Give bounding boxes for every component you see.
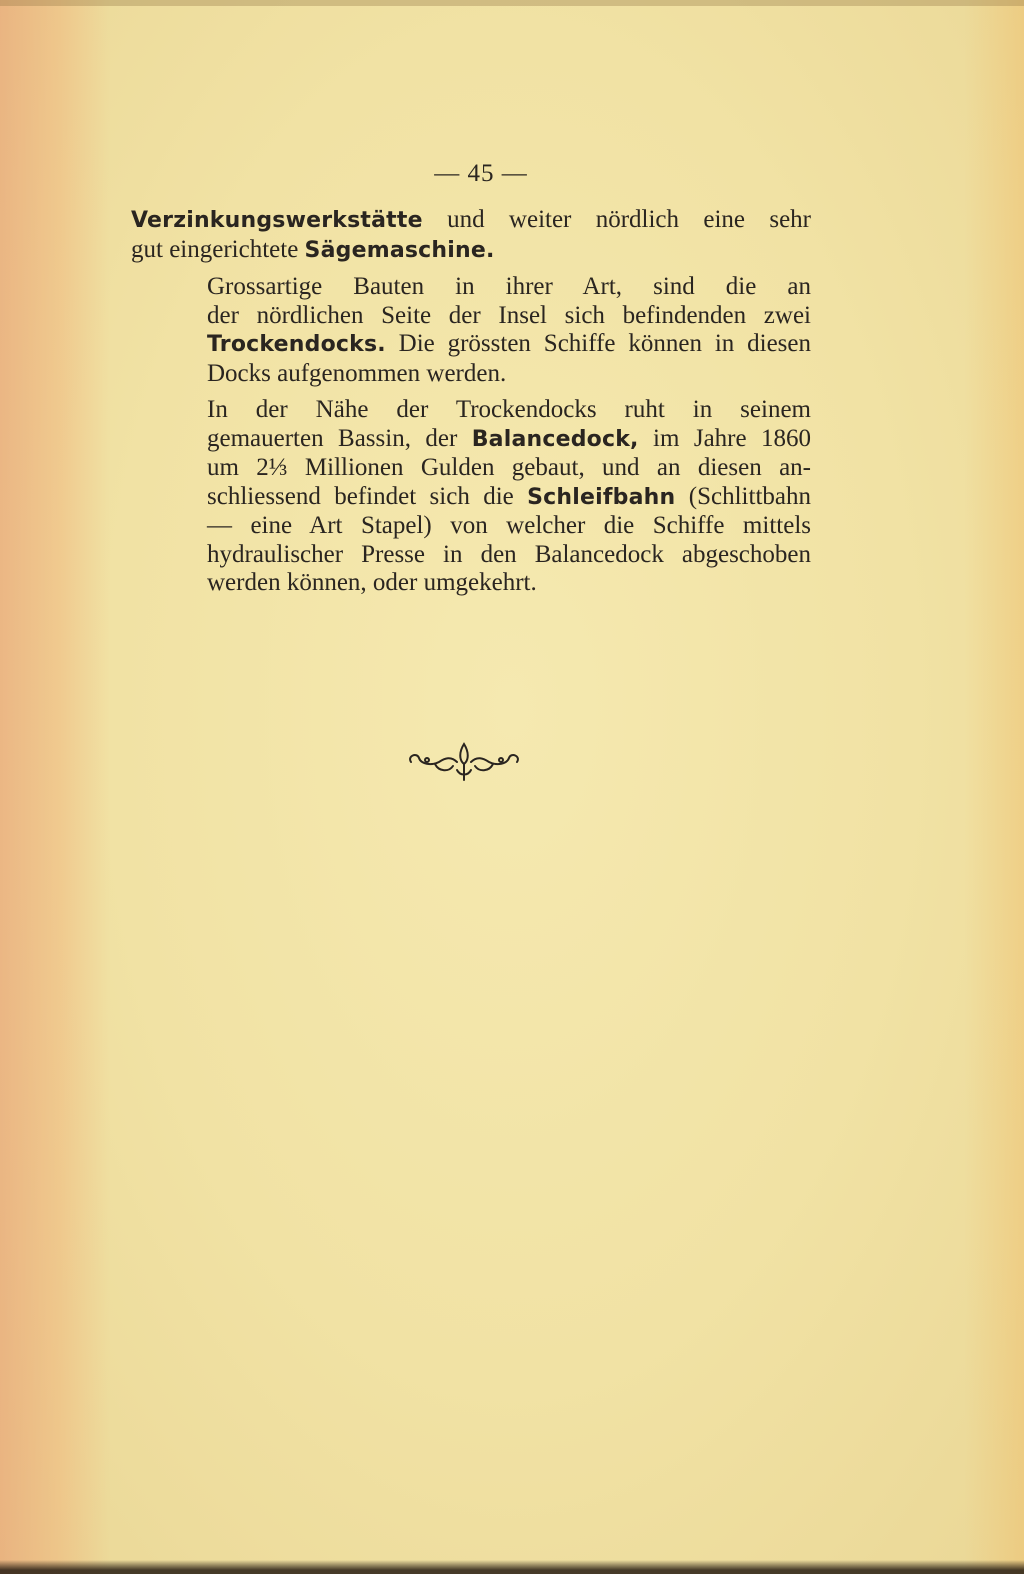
text-run: Die grössten Schiffe können in diesen [385,330,811,357]
bold-term: Verzinkungswerkstätte [131,208,423,233]
bold-term: Trockendocks. [207,332,386,357]
paragraph-1 [131,206,811,265]
paragraph-3-line-5: — eine Art Stapel) von welcher die Schiffe mittels [207,512,811,539]
paragraph-3-line-6: hydraulischer Presse in den Balancedock abgeschoben [207,540,811,568]
text-run: (Schlittbahn [675,482,811,510]
paragraph-2-line-2: der nördlichen Seite der Insel sich befindenden zwei [207,301,811,329]
text-run: im Jahre 1860 [638,424,812,452]
paragraph-3-line-7: werden können, oder umgekehrt. [207,569,537,596]
text-run: gemauerten Bassin, der [207,424,472,452]
paragraph-3-line-2 [131,425,811,455]
text-run: schliessend befindet sich die [207,482,528,510]
page-bottom-edge [0,1560,1024,1574]
paragraph-3-line-3: um 2⅓ Millionen Gulden gebaut, und an diesen an- [207,454,811,481]
ornament-flourish-icon [405,740,523,784]
page-top-edge [0,0,1024,6]
paragraph-1-line-1 [131,206,811,236]
text-block [131,160,811,598]
paragraph-3-line-1: In der Nähe der Trockendocks ruht in seinem [207,396,811,423]
paragraph-3 [131,396,811,598]
bold-term: Sägemaschine. [304,237,495,263]
text-run: und weiter nördlich eine sehr [422,206,811,233]
paragraph-3-line-4 [131,483,811,513]
bold-term: Schleifbahn [527,484,676,510]
bold-term: Balancedock, [471,426,639,452]
text-run: gut eingerichtete [131,235,305,263]
paragraph-2 [131,273,811,388]
page-number: — 45 — [434,160,528,187]
paragraph-2-line-3 [131,330,811,360]
paragraph-2-line-1: Grossartige Bauten in ihrer Art, sind die an [207,273,811,300]
paragraph-1-line-2 [131,236,811,266]
paragraph-2-line-4: Docks aufgenommen werden. [207,359,507,387]
